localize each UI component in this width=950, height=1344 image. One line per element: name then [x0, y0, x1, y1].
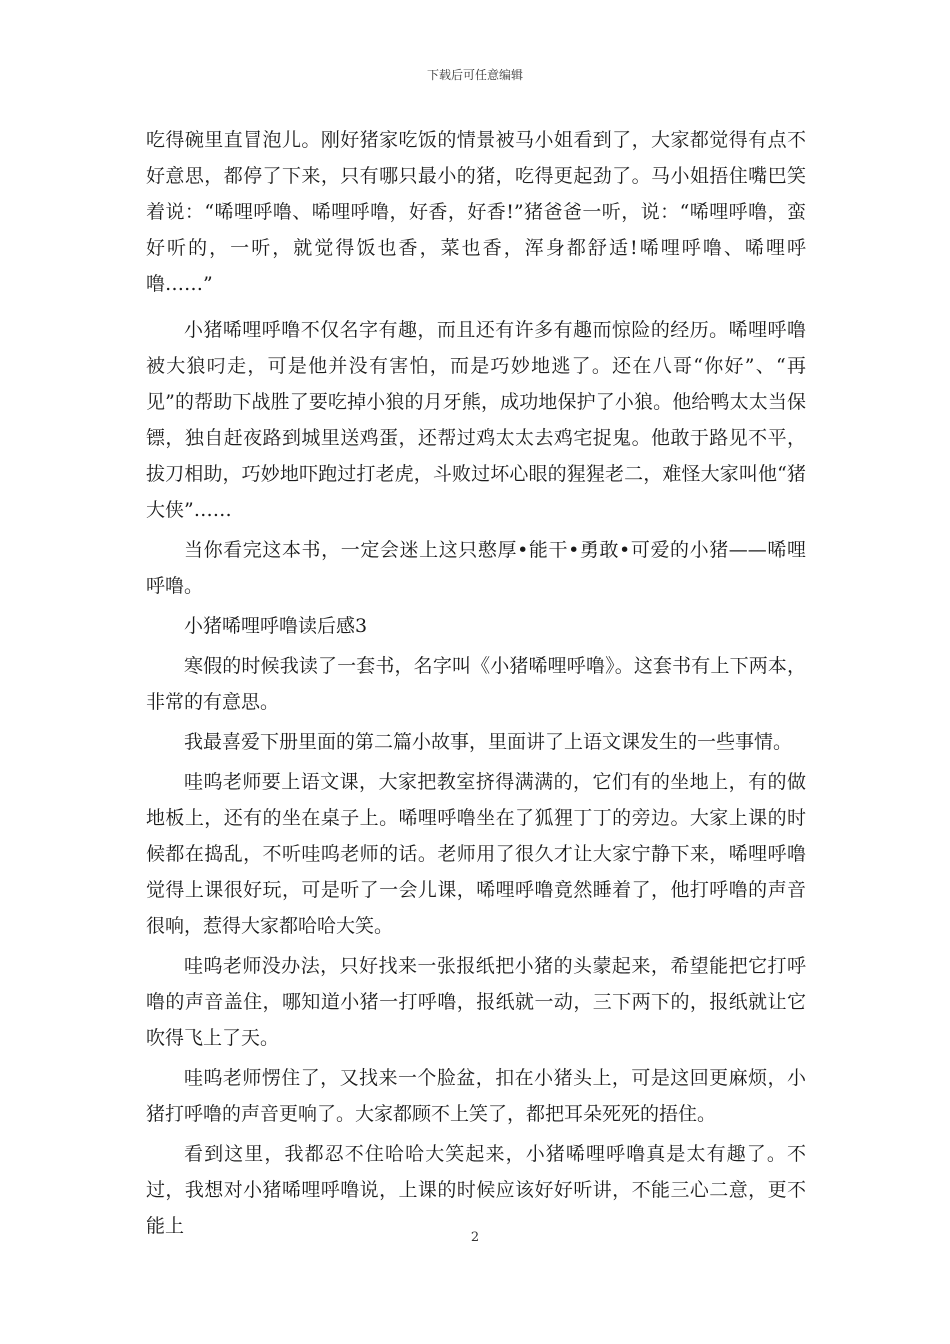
paragraph: 当你看完这本书，一定会迷上这只憨厚•能干•勇敢•可爱的小猪——唏哩呼噜。	[146, 539, 806, 597]
paragraph-continued: 吃得碗里直冒泡儿。刚好猪家吃饭的情景被马小姐看到了，大家都觉得有点不好意思，都停了下来，只有哪只最小的猪，吃得更起劲了。马小姐捂住嘴巴笑着说：“唏哩呼噜、唏哩呼噜，好香，好香!”猪爸爸一听，说：“唏哩呼噜，蛮好听的，一听，就觉得饭也香，菜也香，浑身都舒适!唏哩呼噜、唏哩呼噜……”	[146, 129, 806, 295]
section-title: 小猪唏哩呼噜读后感3	[184, 615, 368, 637]
paragraph: 我最喜爱下册里面的第二篇小故事，里面讲了上语文课发生的一些事情。	[184, 731, 793, 753]
page-number: 2	[470, 1230, 480, 1245]
page-header: 下载后可任意编辑	[426, 68, 523, 82]
paragraph: 哇呜老师要上语文课，大家把教室挤得满满的，它们有的坐地上，有的做地板上，还有的坐在桌子上。唏哩呼噜坐在了狐狸丁丁的旁边。大家上课的时候都在捣乱，不听哇呜老师的话。老师用了很久才让大家宁静下来，唏哩呼噜觉得上课很好玩，可是听了一会儿课，唏哩呼噜竟然睡着了，他打呼噜的声音很响，惹得大家都哈哈大笑。	[146, 771, 806, 937]
paragraph: 看到这里，我都忍不住哈哈大笑起来，小猪唏哩呼噜真是太有趣了。不过，我想对小猪唏哩呼噜说，上课的时候应该好好听讲，不能三心二意，更不能上	[146, 1143, 806, 1237]
document-body	[146, 122, 806, 1248]
paragraph: 哇呜老师愣住了，又找来一个脸盆，扣在小猪头上，可是这回更麻烦，小猪打呼噜的声音更响了。大家都顾不上笑了，都把耳朵死死的捂住。	[146, 1067, 806, 1125]
paragraph: 哇呜老师没办法，只好找来一张报纸把小猪的头蒙起来，希望能把它打呼噜的声音盖住，哪知道小猪一打呼噜，报纸就一动，三下两下的，报纸就让它吹得飞上了天。	[146, 955, 806, 1049]
paragraph: 小猪唏哩呼噜不仅名字有趣，而且还有许多有趣而惊险的经历。唏哩呼噜被大狼叼走，可是他并没有害怕，而是巧妙地逃了。还在八哥“你好”、“再见”的帮助下战胜了要吃掉小狼的月牙熊，成功地保护了小狼。他给鸭太太当保镖，独自赶夜路到城里送鸡蛋，还帮过鸡太太去鸡宅捉鬼。他敢于路见不平，拔刀相助，巧妙地吓跑过打老虎，斗败过坏心眼的猩猩老二，难怪大家叫他“猪大侠”……	[146, 319, 806, 521]
paragraph: 寒假的时候我读了一套书，名字叫《小猪唏哩呼噜》。这套书有上下两本，非常的有意思。	[146, 655, 806, 713]
